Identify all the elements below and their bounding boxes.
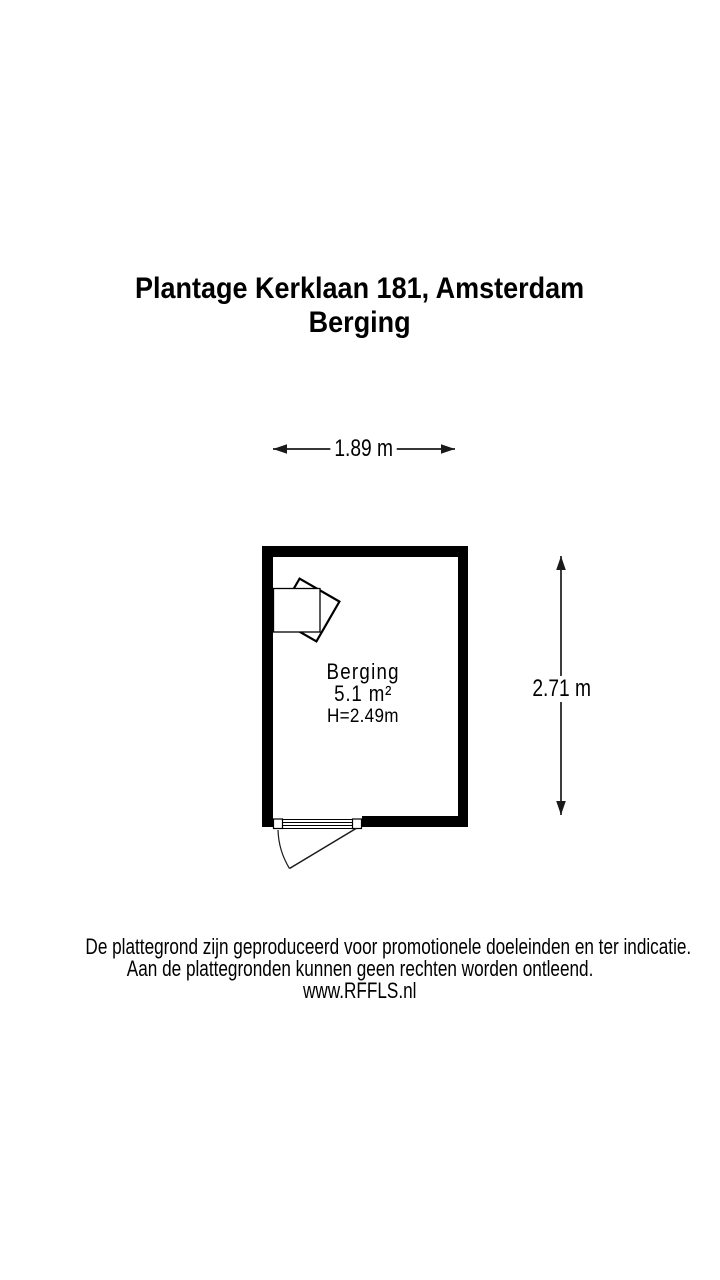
title-room-line bbox=[0, 306, 720, 340]
footer-line-2 bbox=[0, 958, 720, 980]
room-area-label: 5.1 m² bbox=[333, 681, 393, 706]
page-title bbox=[0, 272, 720, 340]
door-swing-arc bbox=[278, 830, 290, 869]
room-name-row bbox=[263, 661, 463, 683]
arrowhead-bottom bbox=[556, 801, 566, 815]
door-post-right bbox=[353, 819, 362, 829]
arrowhead-top bbox=[556, 556, 566, 570]
width-dimension-label-row bbox=[264, 436, 464, 462]
footer-line-3 bbox=[0, 980, 720, 1002]
door-leaf bbox=[290, 829, 357, 869]
height-dimension-label: 2.71 m bbox=[529, 676, 596, 702]
width-dimension-label: 1.89 m bbox=[331, 436, 398, 462]
door-post-left bbox=[274, 819, 283, 829]
room-name-label: Berging bbox=[326, 659, 400, 684]
door bbox=[273, 816, 362, 869]
title-address-text: Plantage Kerklaan 181, Amsterdam bbox=[135, 272, 585, 305]
room-ceiling-height-label: H=2.49m bbox=[327, 706, 399, 727]
title-room-text: Berging bbox=[308, 306, 412, 339]
footer-disclaimer-text-2: Aan de plattegronden kunnen geen rechten worden ontleend. bbox=[126, 956, 594, 981]
footer-disclaimer bbox=[0, 936, 720, 1002]
footer-disclaimer-text-1: De plattegrond zijn geproduceerd voor promotionele doeleinden en ter indicatie. bbox=[85, 934, 692, 959]
room-ceiling-height-row bbox=[263, 706, 463, 728]
room-area-row bbox=[263, 683, 463, 705]
storage-object-square bbox=[274, 589, 321, 633]
footer-website-text: www.RFFLS.nl bbox=[303, 978, 417, 1003]
footer-line-1 bbox=[0, 936, 720, 958]
height-dimension-label-row bbox=[462, 676, 662, 702]
door-threshold bbox=[283, 820, 354, 829]
title-address-line bbox=[0, 272, 720, 306]
